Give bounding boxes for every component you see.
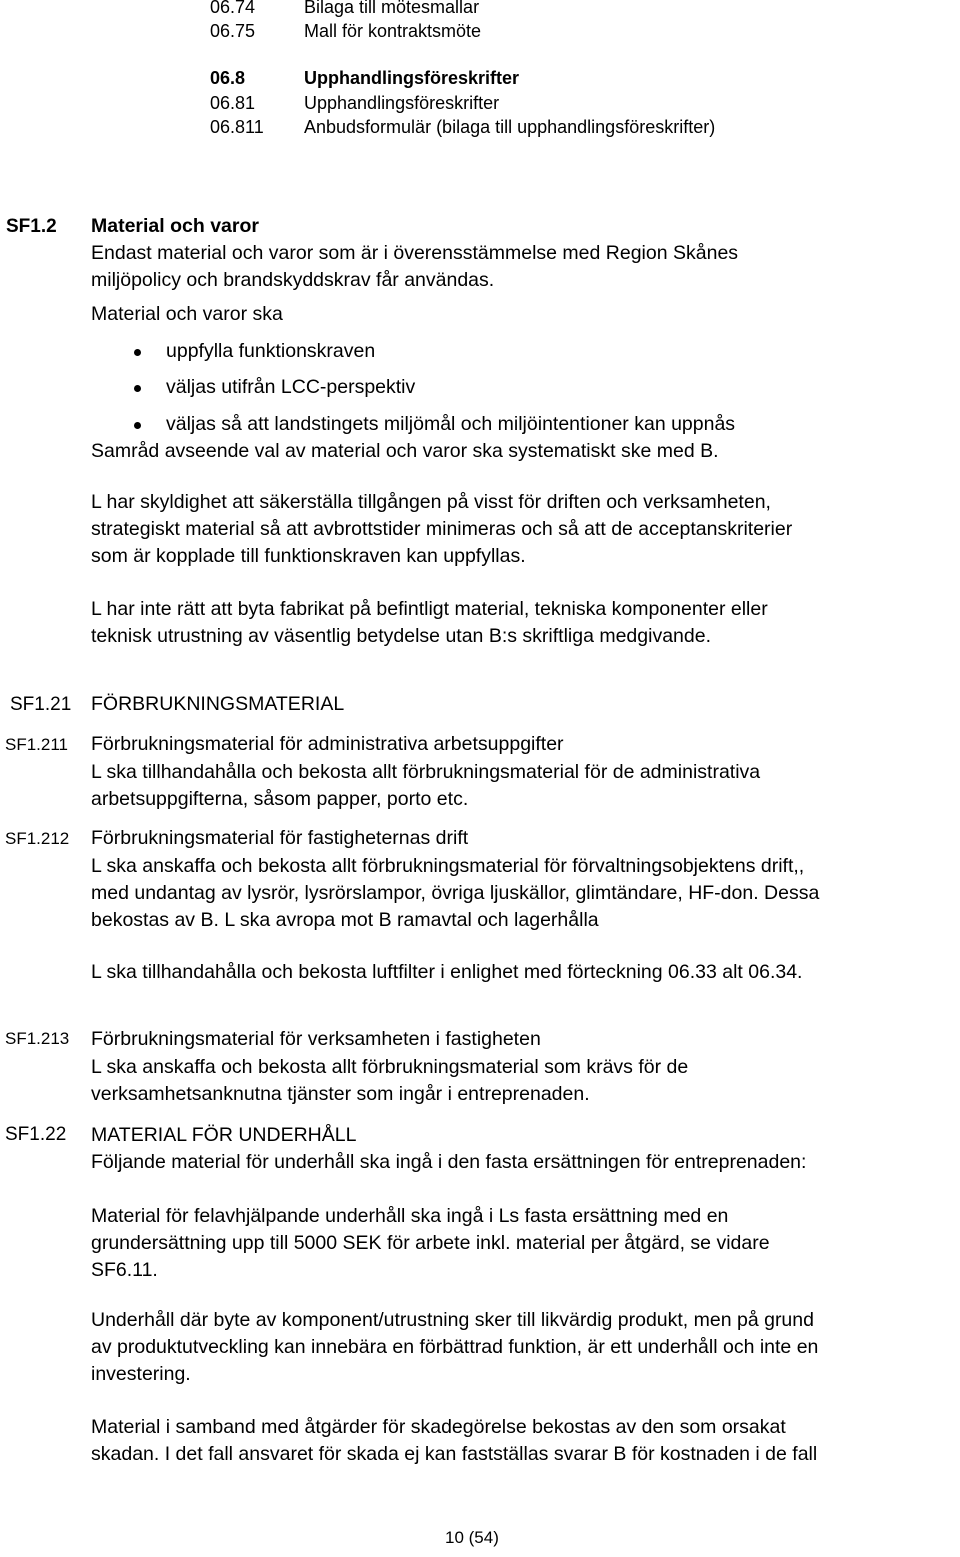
toc-label: Upphandlingsföreskrifter	[304, 68, 520, 88]
paragraph-line: skadan. I det fall ansvaret för skada ej kan fastställas svarar B för kostnaden i de fall	[91, 1443, 818, 1465]
paragraph-line: Endast material och varor som är i överensstämmelse med Region Skånes	[91, 242, 739, 264]
section-title: Förbrukningsmaterial för verksamheten i fastigheten	[91, 1028, 541, 1050]
toc-num: 06.8	[210, 68, 246, 88]
section-number: SF1.22	[5, 1124, 67, 1145]
paragraph-line: strategiskt material så att avbrottstider minimeras och så att de acceptanskriterier	[91, 518, 793, 540]
paragraph-line: grundersättning upp till 5000 SEK för arbete inkl. material per åtgärd, se vidare	[91, 1232, 770, 1254]
bullet-item: väljas så att landstingets miljömål och miljöintentioner kan uppnås	[166, 413, 736, 435]
paragraph-line: miljöpolicy och brandskyddskrav får användas.	[91, 269, 495, 291]
paragraph-line: L har inte rätt att byta fabrikat på befintligt material, tekniska komponenter eller	[91, 598, 768, 620]
section-number: SF1.21	[10, 694, 72, 715]
bullet-icon	[134, 385, 141, 392]
toc-label: Upphandlingsföreskrifter	[304, 93, 500, 113]
paragraph-line: Följande material för underhåll ska ingå i den fasta ersättningen för entreprenaden:	[91, 1151, 807, 1173]
paragraph-line: L ska anskaffa och bekosta allt förbrukningsmaterial för förvaltningsobjektens drift,,	[91, 855, 805, 877]
paragraph-line: Material och varor ska	[91, 303, 283, 325]
toc-num: 06.75	[210, 21, 256, 41]
section-title: Material och varor	[91, 215, 259, 237]
paragraph-line: Underhåll där byte av komponent/utrustning sker till likvärdig produkt, men på grund	[91, 1309, 814, 1331]
paragraph-line: L ska tillhandahålla och bekosta luftfilter i enlighet med förteckning 06.33 alt 06.34.	[91, 961, 803, 983]
bullet-item: väljas utifrån LCC-perspektiv	[166, 376, 416, 398]
toc-label: Anbudsformulär (bilaga till upphandlingsföreskrifter)	[304, 117, 716, 137]
paragraph-line: Samråd avseende val av material och varor ska systematiskt ske med B.	[91, 440, 719, 462]
paragraph-line: arbetsuppgifterna, såsom papper, porto etc.	[91, 788, 469, 810]
section-number: SF1.212	[5, 829, 70, 848]
bullet-item: uppfylla funktionskraven	[166, 340, 376, 362]
section-title: FÖRBRUKNINGSMATERIAL	[91, 693, 345, 715]
section-title: MATERIAL FÖR UNDERHÅLL	[91, 1124, 357, 1146]
paragraph-line: SF6.11.	[91, 1259, 158, 1281]
paragraph-line: Material i samband med åtgärder för skadegörelse bekostas av den som orsakat	[91, 1416, 786, 1438]
paragraph-line: teknisk utrustning av väsentlig betydelse utan B:s skriftliga medgivande.	[91, 625, 712, 647]
toc-num: 06.81	[210, 93, 256, 113]
toc-num: 06.74	[210, 0, 256, 17]
section-number: SF1.213	[5, 1029, 70, 1048]
bullet-icon	[134, 349, 141, 356]
paragraph-line: Material för felavhjälpande underhåll ska ingå i Ls fasta ersättning med en	[91, 1205, 729, 1227]
paragraph-line: investering.	[91, 1363, 191, 1385]
paragraph-line: verksamhetsanknutna tjänster som ingår i entreprenaden.	[91, 1083, 590, 1105]
paragraph-line: bekostas av B. L ska avropa mot B ramavtal och lagerhålla	[91, 909, 599, 931]
section-title: Förbrukningsmaterial för administrativa arbetsuppgifter	[91, 733, 564, 755]
paragraph-line: L har skyldighet att säkerställa tillgången på visst för driften och verksamheten,	[91, 491, 771, 513]
paragraph-line: som är kopplade till funktionskraven kan uppfyllas.	[91, 545, 526, 567]
toc-label: Bilaga till mötesmallar	[304, 0, 480, 17]
toc-label: Mall för kontraktsmöte	[304, 21, 482, 41]
section-number: SF1.2	[6, 216, 57, 237]
paragraph-line: av produktutveckling kan innebära en förbättrad funktion, är ett underhåll och inte en	[91, 1336, 819, 1358]
bullet-icon	[134, 422, 141, 429]
paragraph-line: med undantag av lysrör, lysrörslampor, övriga ljuskällor, glimtändare, HF-don. Dessa	[91, 882, 820, 904]
section-title: Förbrukningsmaterial för fastigheternas drift	[91, 827, 469, 849]
paragraph-line: L ska anskaffa och bekosta allt förbrukningsmaterial som krävs för de	[91, 1056, 689, 1078]
page-number: 10 (54)	[445, 1528, 499, 1547]
toc-num: 06.811	[210, 117, 264, 137]
paragraph-line: L ska tillhandahålla och bekosta allt förbrukningsmaterial för de administrativa	[91, 761, 761, 783]
section-number: SF1.211	[5, 735, 69, 754]
